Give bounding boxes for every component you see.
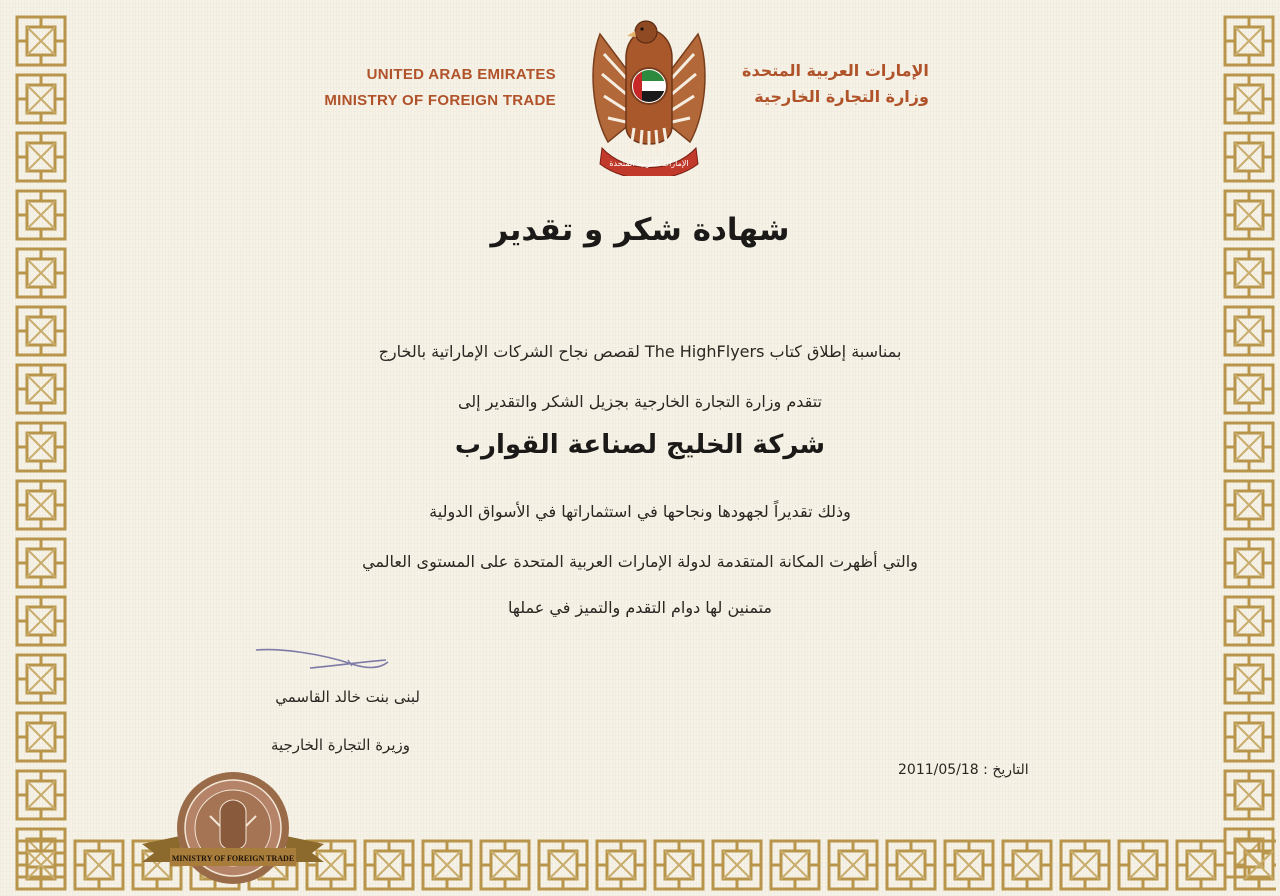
emblem-ribbon-text: الإمارات العربية المتحدة: [609, 159, 689, 168]
body-line-appreciation: وذلك تقديراً لجهودها ونجاحها في استثماراتها في الأسواق الدولية: [429, 502, 851, 521]
header-ministry-ar: وزارة التجارة الخارجية: [754, 87, 929, 106]
header-country-ar: الإمارات العربية المتحدة: [742, 61, 929, 80]
certificate-title: شهادة شكر و تقدير: [490, 212, 790, 248]
seal-ribbon-text: MINISTRY OF FOREIGN TRADE: [171, 854, 295, 863]
header-arabic: [742, 58, 929, 110]
body-line-occasion: بمناسبة إطلاق كتاب The HighFlyers لقصص نجاح الشركات الإماراتية بالخارج: [378, 342, 902, 361]
header-english: [324, 62, 556, 114]
ministry-seal: [140, 766, 326, 886]
date-value: 2011/05/18: [898, 762, 979, 778]
signer-name: لبنى بنت خالد القاسمي: [275, 688, 420, 706]
body-line-wishes: متمنين لها دوام التقدم والتميز في عملها: [508, 598, 772, 617]
body-line-standing: والتي أظهرت المكانة المتقدمة لدولة الإمارات العربية المتحدة على المستوى العالمي: [362, 552, 918, 571]
date-label: التاريخ :: [983, 762, 1029, 778]
uae-falcon-emblem: [586, 14, 712, 176]
issue-date: [898, 762, 1029, 778]
body-line-thanks: تتقدم وزارة التجارة الخارجية بجزيل الشكر والتقدير إلى: [457, 392, 823, 411]
header-ministry-en: MINISTRY OF FOREIGN TRADE: [324, 92, 556, 109]
signer-position: وزيرة التجارة الخارجية: [270, 736, 410, 754]
recipient-company: شركة الخليج لصناعة القوارب: [454, 430, 826, 460]
handwritten-signature: [252, 640, 392, 680]
header-country-en: UNITED ARAB EMIRATES: [366, 66, 556, 83]
